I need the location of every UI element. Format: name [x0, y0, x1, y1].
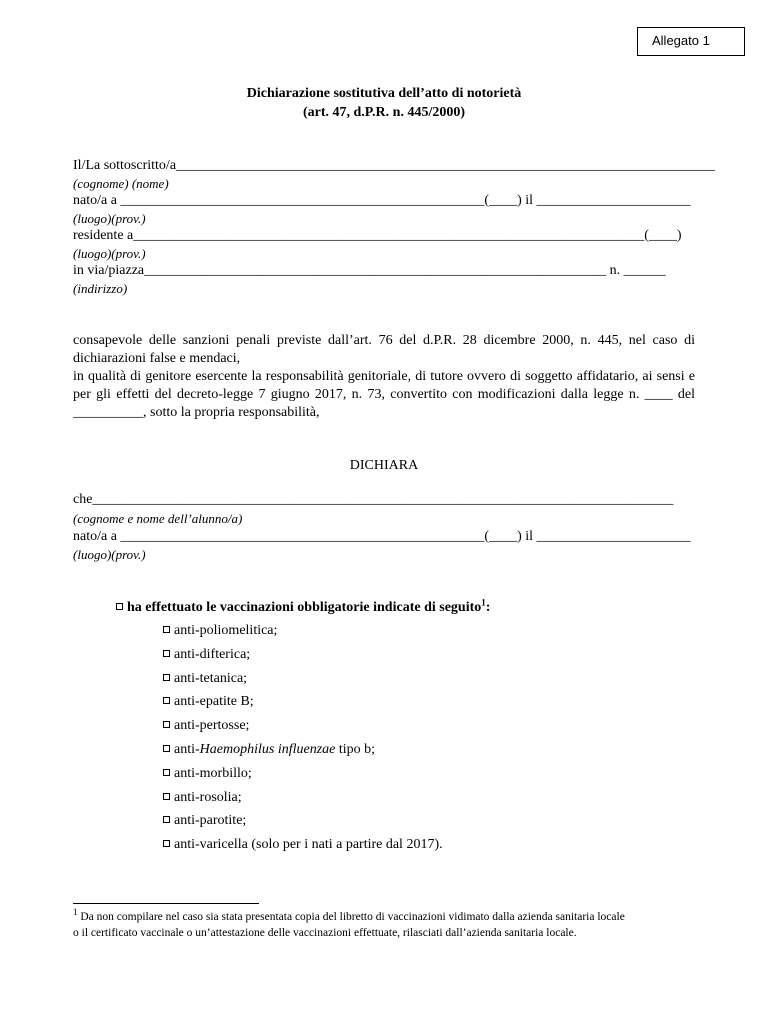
vaccination-item: anti-epatite B;	[163, 693, 254, 710]
child-birthplace-field[interactable]: nato/a a ____________________________________________________(____) il ______________________	[73, 529, 691, 544]
document-title: Dichiarazione sostitutiva dell’atto di notorietà	[246, 86, 522, 101]
checkbox-icon[interactable]	[163, 840, 170, 847]
paragraph-line: __________, sotto la propria responsabilità,	[73, 405, 320, 420]
footnote-line: o il certificato vaccinale o un’attestazione delle vaccinazioni effettuate, rilasciati dall’azienda sanitaria locale.	[73, 927, 577, 939]
checkbox-icon[interactable]	[163, 721, 170, 728]
vaccination-item: anti-Haemophilus influenzae tipo b;	[163, 741, 375, 758]
checkbox-icon[interactable]	[163, 745, 170, 752]
vaccination-item: anti-poliomelitica;	[163, 622, 277, 639]
checkbox-icon[interactable]	[163, 626, 170, 633]
residence-label: (luogo)(prov.)	[73, 246, 146, 261]
footnote-mark: 1	[73, 907, 78, 918]
sottoscritto-field[interactable]: Il/La sottoscritto/a_____________________________________________________________________________	[73, 158, 716, 173]
checkbox-icon[interactable]	[163, 769, 170, 776]
birthplace-field[interactable]: nato/a a ____________________________________________________(____) il ______________________	[73, 193, 691, 208]
document-subtitle: (art. 47, d.P.R. n. 445/2000)	[302, 105, 466, 120]
child-name-field[interactable]: che___________________________________________________________________________________	[73, 492, 674, 507]
dichiara-heading: DICHIARA	[349, 458, 419, 473]
address-label: (indirizzo)	[73, 281, 128, 296]
vaccination-item: anti-morbillo;	[163, 765, 252, 782]
paragraph-line: in qualità di genitore esercente la responsabilità genitoriale, di tutore ovvero di soggetto affidatario, ai sensi e	[73, 369, 695, 384]
vaccination-item: anti-pertosse;	[163, 717, 249, 734]
residence-field[interactable]: residente a_________________________________________________________________________(____)	[73, 228, 682, 243]
birthplace-label: (luogo)(prov.)	[73, 211, 146, 226]
vaccination-item: anti-varicella (solo per i nati a partire dal 2017).	[163, 836, 443, 853]
sottoscritto-label: (cognome) (nome)	[73, 176, 169, 191]
footnote-ref: 1	[481, 597, 486, 608]
checkbox-icon[interactable]	[163, 697, 170, 704]
vaccinations-heading-text: ha effettuato le vaccinazioni obbligatorie indicate di seguito	[127, 600, 482, 615]
checkbox-icon[interactable]	[163, 816, 170, 823]
checkbox-icon[interactable]	[163, 793, 170, 800]
allegato-label: Allegato 1	[637, 27, 745, 56]
haemophilus-italic: Haemophilus influenzae	[199, 742, 336, 757]
vaccination-item: anti-tetanica;	[163, 670, 247, 687]
footnote-line: $^1$ Da non compilare nel caso sia stata presentata copia del libretto di vaccinazioni vidimato dalla azienda sanitaria locale	[73, 907, 625, 923]
paragraph-line: consapevole delle sanzioni penali previste dall’art. 76 del d.P.R. 28 dicembre 2000, n. 445, nel caso di	[73, 333, 695, 348]
checkbox-icon[interactable]	[163, 650, 170, 657]
child-birthplace-label: (luogo)(prov.)	[73, 547, 146, 562]
footnote-divider	[73, 903, 259, 904]
address-field[interactable]: in via/piazza__________________________________________________________________ n. ______	[73, 263, 666, 278]
paragraph-line: dichiarazioni false e mendaci,	[73, 351, 241, 366]
paragraph-line: per gli effetti del decreto-legge 7 giugno 2017, n. 73, convertito con modificazioni dalla legge n. ____ del	[73, 387, 695, 402]
checkbox-icon[interactable]	[116, 603, 123, 610]
vaccinations-heading-colon: :	[485, 600, 491, 615]
vaccination-item: anti-parotite;	[163, 812, 246, 829]
vaccination-item: anti-difterica;	[163, 646, 250, 663]
vaccinations-heading	[116, 599, 490, 616]
vaccination-item: anti-rosolia;	[163, 789, 242, 806]
child-name-label: (cognome e nome dell’alunno/a)	[73, 511, 243, 526]
checkbox-icon[interactable]	[163, 674, 170, 681]
